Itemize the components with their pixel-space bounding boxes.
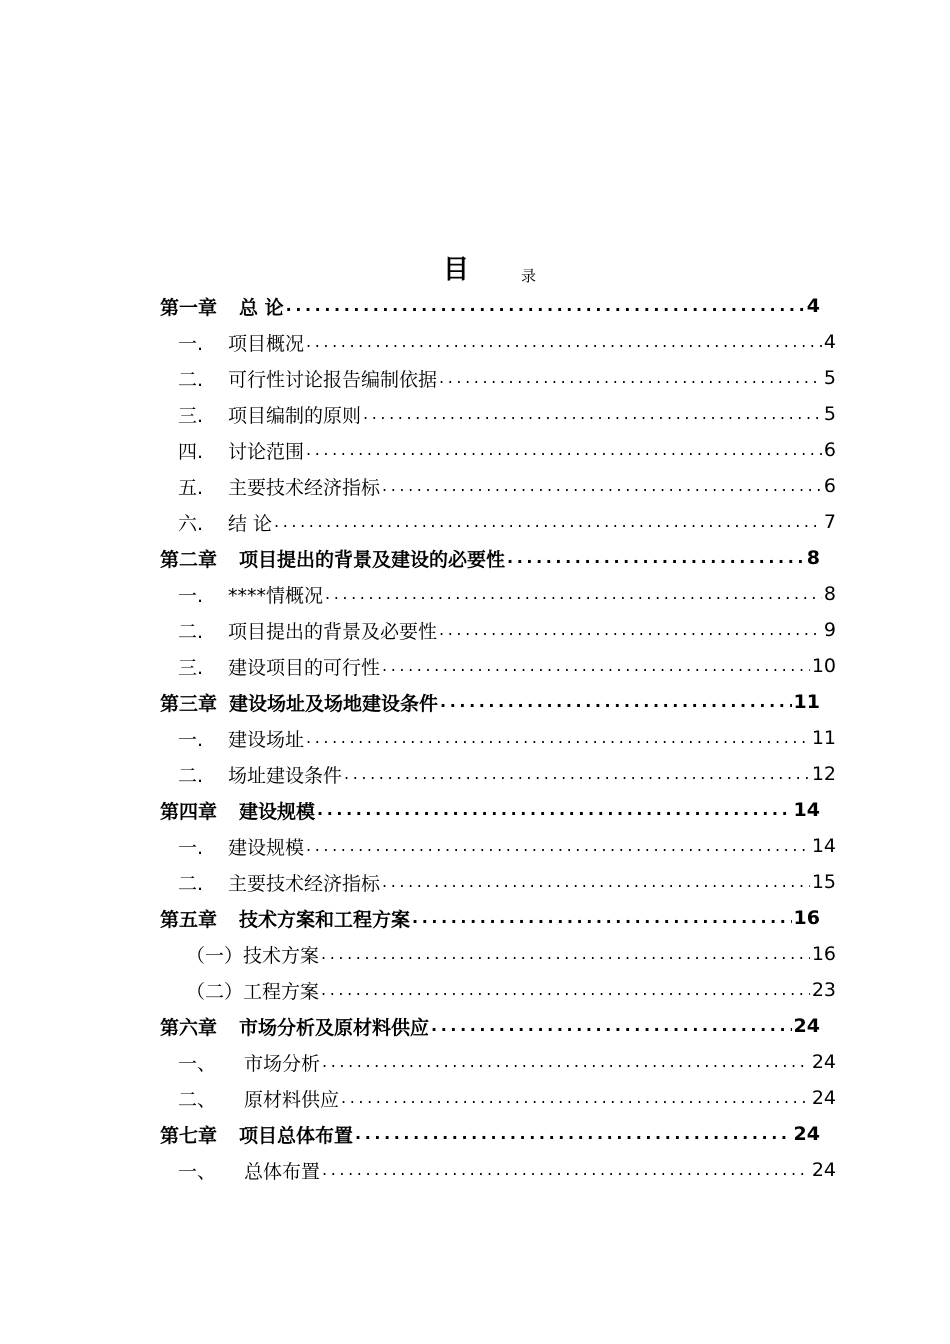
- toc-entry-title: 技术方案: [243, 944, 320, 967]
- toc-dot-leader: [507, 540, 805, 576]
- toc-entry-page-number: 23: [811, 979, 836, 1001]
- toc-entry-number: 三.: [178, 404, 204, 427]
- toc-chapter-entry[interactable]: [160, 1116, 820, 1152]
- toc-entry-page-number: 15: [811, 871, 836, 893]
- toc-entry-page-number: 24: [811, 1159, 836, 1181]
- toc-entry-title: 项目提出的背景及必要性: [228, 620, 438, 643]
- toc-entry-page-number: 8: [823, 583, 836, 605]
- toc-section-entry[interactable]: [178, 720, 836, 756]
- toc-entry-number: 一.: [178, 332, 204, 355]
- toc-entry-number: 第三章: [160, 692, 218, 715]
- toc-entry-number: 一、: [178, 1052, 217, 1075]
- toc-dot-leader: [306, 432, 822, 468]
- toc-entry-page-number: 8: [806, 547, 820, 569]
- toc-dot-leader: [325, 576, 822, 612]
- toc-entry-page-number: 6: [823, 475, 836, 497]
- toc-entry-title: 项目概况: [228, 332, 305, 355]
- toc-dot-leader: [431, 1008, 792, 1044]
- toc-entry-title: 项目总体布置: [239, 1124, 354, 1147]
- toc-entry-title: 市场分析及原材料供应: [239, 1016, 430, 1039]
- toc-title-char-1: 目: [443, 255, 470, 285]
- toc-entry-title: 建设规模: [228, 836, 305, 859]
- toc-entry-title: 建设场址及场地建设条件: [229, 692, 439, 715]
- toc-entry-number: 二.: [178, 368, 204, 391]
- toc-entry-title: 主要技术经济指标: [228, 476, 381, 499]
- toc-dot-leader: [344, 756, 810, 792]
- toc-dot-leader: [274, 504, 822, 540]
- toc-entry-number: 第六章: [160, 1016, 218, 1039]
- toc-entry-page-number: 16: [793, 907, 820, 929]
- toc-dot-leader: [439, 612, 822, 648]
- toc-section-entry[interactable]: [178, 432, 836, 468]
- toc-dot-leader: [382, 648, 810, 684]
- toc-entry-title: 可行性讨论报告编制依据: [228, 368, 438, 391]
- toc-dot-leader: [306, 828, 810, 864]
- toc-dot-leader: [355, 1116, 792, 1152]
- toc-entry-title: 建设规模: [239, 800, 316, 823]
- toc-section-entry[interactable]: [178, 648, 836, 684]
- toc-entry-page-number: 9: [823, 619, 836, 641]
- toc-entry-page-number: 11: [793, 691, 820, 713]
- toc-entry-title: 技术方案和工程方案: [239, 908, 411, 931]
- toc-title: [0, 252, 950, 288]
- toc-entry-page-number: 6: [823, 439, 836, 461]
- toc-entry-title: ****情概况: [228, 584, 324, 607]
- toc-entry-number: 二、: [178, 1088, 217, 1111]
- toc-entry-page-number: 24: [793, 1123, 820, 1145]
- toc-section-entry[interactable]: [178, 1080, 836, 1116]
- toc-section-entry[interactable]: [178, 576, 836, 612]
- toc-section-entry[interactable]: [178, 1044, 836, 1080]
- toc-dot-leader: [412, 900, 792, 936]
- toc-entry-title: 建设项目的可行性: [228, 656, 381, 679]
- toc-dot-leader: [286, 288, 805, 324]
- toc-entry-page-number: 11: [811, 727, 836, 749]
- toc-entry-title: 讨论范围: [228, 440, 305, 463]
- toc-entry-number: 第七章: [160, 1124, 218, 1147]
- toc-entry-page-number: 5: [823, 367, 836, 389]
- toc-title-char-2: 录: [521, 267, 537, 285]
- toc-entry-page-number: 4: [823, 331, 836, 353]
- toc-entry-page-number: 24: [793, 1015, 820, 1037]
- toc-entry-title: 市场分析: [244, 1052, 321, 1075]
- toc-entry-page-number: 24: [811, 1087, 836, 1109]
- toc-entry-page-number: 14: [793, 799, 820, 821]
- toc-chapter-entry[interactable]: [160, 684, 820, 720]
- toc-entry-number: 二.: [178, 620, 204, 643]
- toc-entry-number: （二）: [186, 980, 244, 1003]
- toc-entry-title: 主要技术经济指标: [228, 872, 381, 895]
- toc-dot-leader: [322, 1152, 810, 1188]
- toc-section-entry[interactable]: [178, 360, 836, 396]
- toc-entry-number: 第一章: [160, 296, 218, 319]
- toc-entry-title: 工程方案: [243, 980, 320, 1003]
- toc-entry-page-number: 24: [811, 1051, 836, 1073]
- toc-dot-leader: [322, 1044, 810, 1080]
- toc-dot-leader: [440, 684, 792, 720]
- toc-entry-page-number: 7: [823, 511, 836, 533]
- toc-section-entry[interactable]: [178, 936, 836, 972]
- toc-chapter-entry[interactable]: [160, 540, 820, 576]
- toc-entry-number: 一.: [178, 728, 204, 751]
- toc-entry-number: 二.: [178, 872, 204, 895]
- toc-entry-page-number: 12: [811, 763, 836, 785]
- toc-dot-leader: [382, 864, 810, 900]
- toc-entry-page-number: 14: [811, 835, 836, 857]
- toc-dot-leader: [341, 1080, 810, 1116]
- toc-entry-page-number: 16: [811, 943, 836, 965]
- toc-section-entry[interactable]: [178, 396, 836, 432]
- toc-entry-number: （一）: [186, 944, 244, 967]
- toc-section-entry[interactable]: [178, 972, 836, 1008]
- toc-entry-page-number: 5: [823, 403, 836, 425]
- toc-section-entry[interactable]: [178, 828, 836, 864]
- toc-chapter-entry[interactable]: [160, 288, 820, 324]
- toc-section-entry[interactable]: [178, 468, 836, 504]
- toc-entry-number: 五.: [178, 476, 204, 499]
- toc-dot-leader: [306, 720, 810, 756]
- toc-dot-leader: [382, 468, 822, 504]
- toc-entry-page-number: 4: [806, 295, 820, 317]
- toc-entry-title: 建设场址: [228, 728, 305, 751]
- toc-dot-leader: [363, 396, 822, 432]
- toc-dot-leader: [321, 972, 810, 1008]
- toc-entry-title: 项目编制的原则: [228, 404, 362, 427]
- toc-entry-title: 场址建设条件: [228, 764, 343, 787]
- toc-entry-number: 六.: [178, 512, 204, 535]
- toc-chapter-entry[interactable]: [160, 900, 820, 936]
- toc-entry-number: 四.: [178, 440, 204, 463]
- toc-section-entry[interactable]: [178, 504, 836, 540]
- toc-dot-leader: [439, 360, 822, 396]
- toc-section-entry[interactable]: [178, 612, 836, 648]
- toc-entry-number: 第五章: [160, 908, 218, 931]
- toc-entry-title: 结 论: [228, 512, 273, 535]
- toc-section-entry[interactable]: [178, 1152, 836, 1188]
- toc-entry-number: 一、: [178, 1160, 217, 1183]
- toc-section-entry[interactable]: [178, 756, 836, 792]
- toc-entry-number: 第二章: [160, 548, 218, 571]
- toc-chapter-entry[interactable]: [160, 1008, 820, 1044]
- toc-entry-title: 原材料供应: [244, 1088, 340, 1111]
- toc-dot-leader: [317, 792, 792, 828]
- toc-entry-number: 三.: [178, 656, 204, 679]
- toc-entry-title: 总 论: [239, 296, 284, 319]
- toc-entry-number: 一.: [178, 836, 204, 859]
- toc-entry-title: 总体布置: [244, 1160, 321, 1183]
- toc-dot-leader: [306, 324, 822, 360]
- toc-section-entry[interactable]: [178, 864, 836, 900]
- toc-entry-number: 二.: [178, 764, 204, 787]
- toc-section-entry[interactable]: [178, 324, 836, 360]
- toc-entry-number: 第四章: [160, 800, 218, 823]
- toc-entry-number: 一.: [178, 584, 204, 607]
- toc-entry-page-number: 10: [811, 655, 836, 677]
- toc-chapter-entry[interactable]: [160, 792, 820, 828]
- toc-entry-title: 项目提出的背景及建设的必要性: [239, 548, 506, 571]
- toc-dot-leader: [321, 936, 810, 972]
